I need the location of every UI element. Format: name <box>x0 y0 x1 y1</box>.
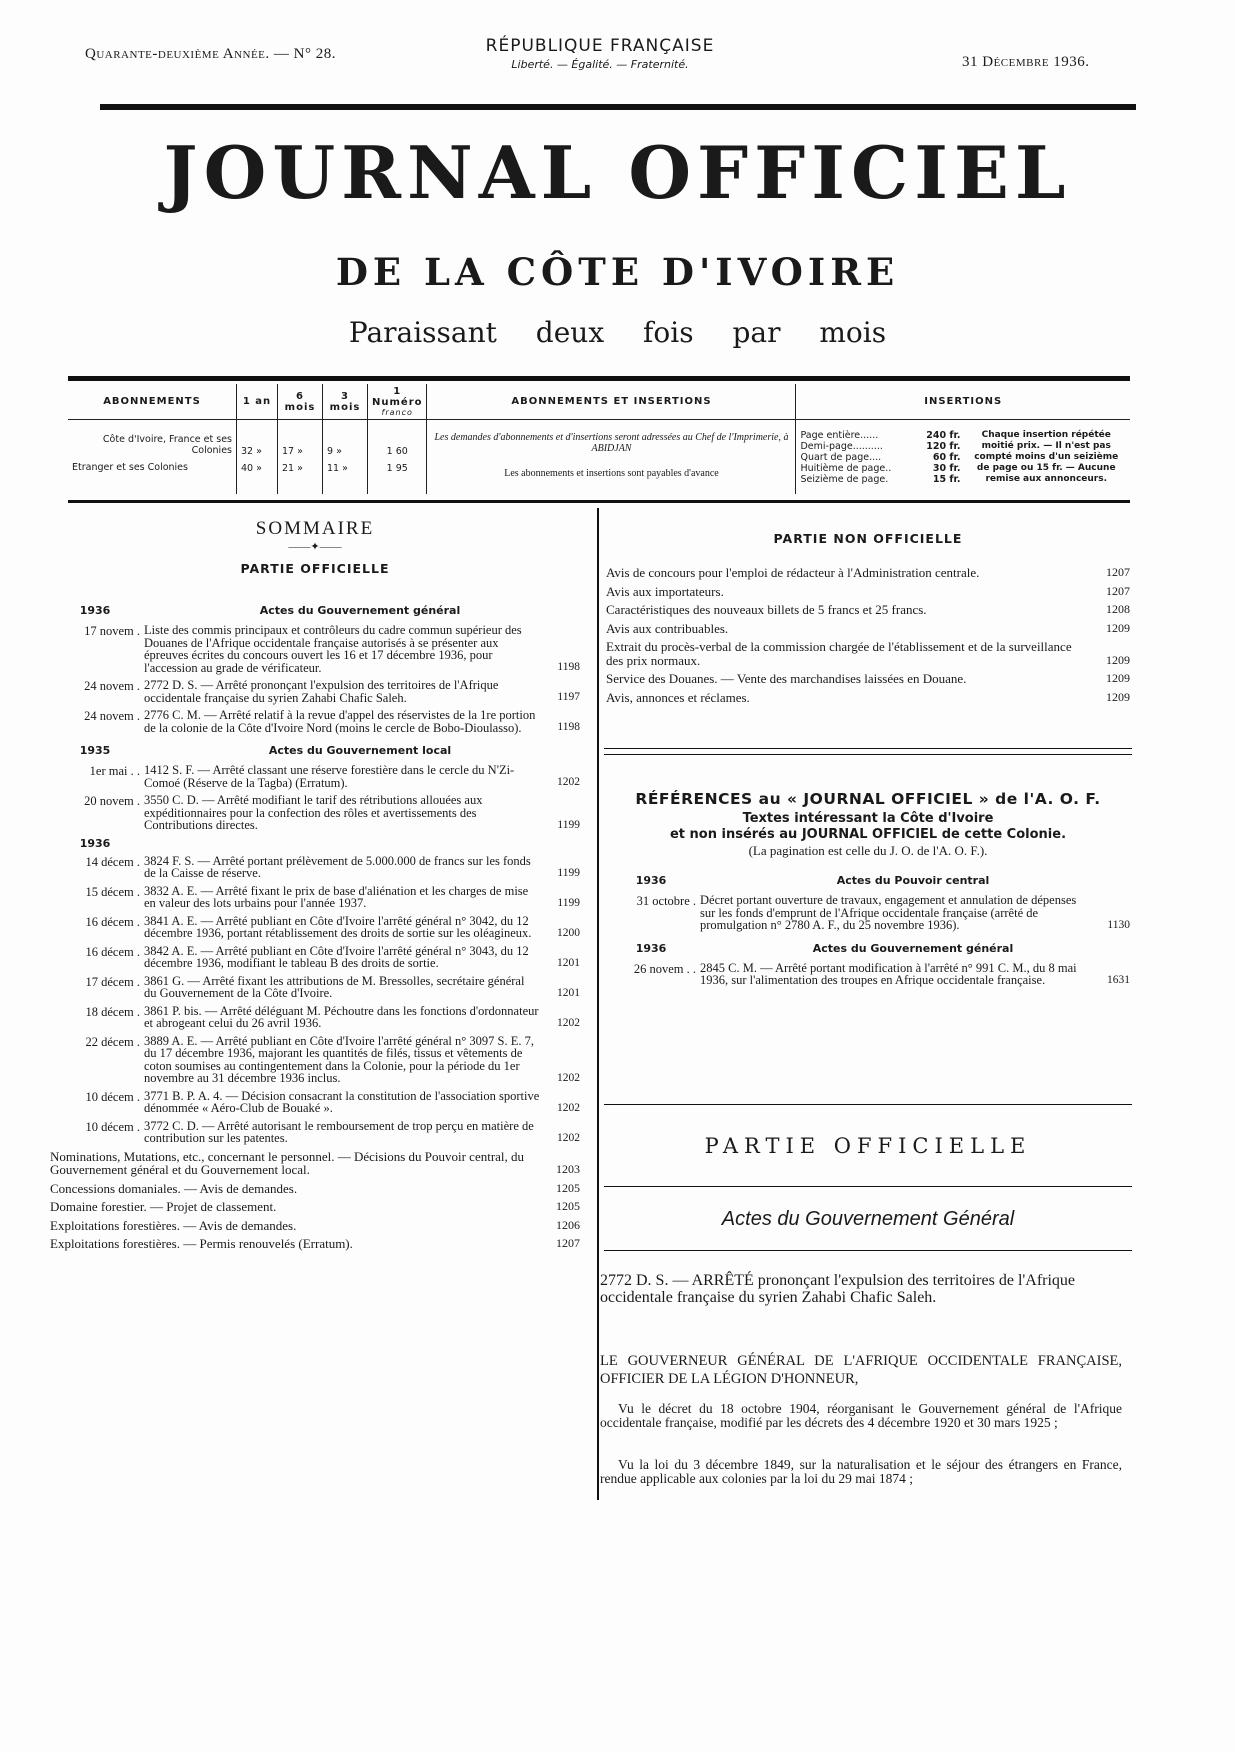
insertion-note: Chaque insertion répétée moitié prix. — Il n'est pas compté moins d'un seizième de page ou 15 fr. — Aucune remise aux annonceurs. <box>974 430 1119 484</box>
section-heading <box>140 837 580 851</box>
entry-text: 3841 A. E. — Arrêté publiant en Côte d'Ivoire l'arrêté général n° 3042, du 12 décembre 1936, portant rétablissement des droits de sortie sur les oléagineux. <box>144 913 532 940</box>
item-page: 1208 <box>1106 602 1130 616</box>
entry-page: 1202 <box>557 1071 580 1084</box>
governor-heading: LE GOUVERNEUR GÉNÉRAL DE L'AFRIQUE OCCIDENTALE FRANÇAISE, OFFICIER DE LA LÉGION D'HONNEUR, <box>600 1353 1122 1387</box>
item-text: Service des Douanes. — Vente des marchandises laissées en Douane. <box>606 671 967 686</box>
entry-text: 3861 P. bis. — Arrêté déléguant M. Péchoutre dans les fonctions d'ordonnateur et abrogeant celui du 26 avril 1936. <box>144 1003 539 1030</box>
item-page: 1203 <box>556 1162 580 1176</box>
entry-date: 20 novem . <box>84 794 140 808</box>
section-header <box>50 604 580 618</box>
entry-text: 3889 A. E. — Arrêté publiant en Côte d'Ivoire l'arrêté général n° 3097 S. E. 7, du 17 décembre 1936, majorant les quantités de filés, tissus et vêtements de coton soumises au contingentement dans la Colonie, pour la période du 1er novembre au 31 décembre 1936 inclus. <box>144 1033 534 1085</box>
section-heading: Actes du Gouvernement local <box>268 744 452 757</box>
entry-date: 22 décem . <box>85 1034 140 1049</box>
item-text: Extrait du procès-verbal de la commission chargée de l'établissement et de la surveillance des prix normaux. <box>606 639 1072 668</box>
entry-page: 1202 <box>557 1101 580 1114</box>
entry-text: 2772 D. S. — Arrêté prononçant l'expulsion des territoires de l'Afrique occidentale française du syrien Zahabi Chafic Saleh. <box>144 678 499 705</box>
entry-text: Liste des commis principaux et contrôleurs du cadre commun supérieur des Douanes de l'Afrique occidentale française autorisés à se présenter aux épreuves écrites du concours ouvert les 16 et 17 décembre 1936, pour l'accession au grade de vérificateur. <box>144 623 522 675</box>
list-item <box>606 566 1130 580</box>
insertion-prices <box>800 430 960 485</box>
list-item <box>50 1237 580 1251</box>
item-text: Avis de concours pour l'emploi de rédacteur à l'Administration centrale. <box>606 565 980 580</box>
entry-date: 16 décem . <box>85 914 140 929</box>
entry-text: 3832 A. E. — Arrêté fixant le prix de base d'aliénation et les charges de mise en valeur des lots urbains pour l'année 1937. <box>144 883 529 910</box>
item-text: Avis aux importateurs. <box>606 583 724 599</box>
entry-date: 14 décem . <box>85 854 140 869</box>
header-numero-label: 1 Numéro <box>372 386 423 408</box>
sommaire-column <box>50 518 580 1256</box>
header-6mois: 6 mois <box>278 384 323 420</box>
list-item <box>606 585 1130 599</box>
list-item <box>606 691 1130 705</box>
header-numero <box>368 384 427 420</box>
row2-1an: 40 » <box>241 463 262 474</box>
item-text: Concessions domaniales. — Avis de demandes. <box>50 1180 298 1196</box>
header-abonnements: ABONNEMENTS <box>68 384 237 420</box>
references-title: RÉFÉRENCES au « JOURNAL OFFICIEL » de l'A. O. F. <box>635 790 1101 808</box>
section-header <box>606 942 1130 956</box>
row2-label: Etranger et ses Colonies <box>72 462 188 473</box>
ins-label: Page entière...... <box>800 430 879 441</box>
entry-page: 1200 <box>557 926 580 939</box>
journal-subtitle: DE LA CÔTE D'IVOIRE <box>335 250 900 294</box>
masthead-top-rule <box>100 104 1136 110</box>
row1-label: Côte d'Ivoire, France et ses Colonies <box>102 434 232 456</box>
header-1an: 1 an <box>237 384 278 420</box>
sommaire-entry <box>50 1035 580 1085</box>
entry-text: 3772 C. D. — Arrêté autorisant le remboursement de trop perçu en matière de contribution sur les patentes. <box>144 1118 534 1145</box>
entry-page: 1202 <box>557 776 580 788</box>
item-page: 1209 <box>1106 671 1130 685</box>
republic-title: RÉPUBLIQUE FRANÇAISE <box>485 36 715 56</box>
entry-text: 2776 C. M. — Arrêté relatif à la revue d'appel des réservistes de la 1re portion de la colonie de la Côte d'Ivoire Nord (moins le cercle de Bobo-Dioulasso). <box>144 708 536 735</box>
item-text: Nominations, Mutations, etc., concernant le personnel. — Décisions du Pouvoir central, du Gouvernement général et du Gouvernement local. <box>50 1148 525 1177</box>
decree-title-text: 2772 D. S. — ARRÊTÉ prononçant l'expulsion des territoires de l'Afrique occidentale française du syrien Zahabi Chafic Saleh. <box>600 1272 1076 1306</box>
entry-page: 1201 <box>557 956 580 969</box>
entry-text: Décret portant ouverture de travaux, engagement et annulation de dépenses sur les fonds d'emprunt de l'Afrique occidentale française (arrêté de promulgation n° 2780 A. F., du 25 novembre 1936). <box>700 893 1077 932</box>
entry-page: 1202 <box>557 1131 580 1144</box>
row2-numero: 1 95 <box>386 463 408 474</box>
decree-vu1: Vu le décret du 18 octobre 1904, réorganisant le Gouvernement général de l'Afrique occidentale française, modifié par les décrets des 4 décembre 1920 et 30 mars 1925 ; <box>600 1401 1122 1430</box>
divider <box>604 754 1132 755</box>
entry-page: 1199 <box>557 818 580 831</box>
item-text: Exploitations forestières. — Avis de demandes. <box>50 1217 297 1233</box>
item-page: 1207 <box>556 1236 580 1250</box>
entry-date: 1er mai . . <box>89 764 140 778</box>
ins-price: 60 fr. <box>932 452 961 463</box>
item-page: 1209 <box>1106 689 1130 704</box>
ins-row <box>800 430 960 441</box>
sommaire-entry <box>606 894 1130 932</box>
references-block <box>606 792 1130 992</box>
divider <box>604 1250 1132 1251</box>
sommaire-entry <box>50 624 580 674</box>
item-text: Caractéristiques des nouveaux billets de 5 francs et 25 francs. <box>606 602 927 617</box>
ab-ins-address: Les demandes d'abonnements et d'insertions seront adressées au Chef de l'Imprimerie, à ABIDJAN <box>434 432 789 454</box>
decree-title <box>600 1272 1122 1306</box>
entry-text: 2845 C. M. — Arrêté portant modification à l'arrêté n° 991 C. M., du 8 mai 1936, sur l'alimentation des troupes en Afrique occidentale française. <box>700 960 1077 987</box>
subscription-table <box>68 384 1130 494</box>
entry-text: 3824 F. S. — Arrêté portant prélèvement de 5.000.000 de francs sur les fonds de la Caisse de réserve. <box>144 853 531 880</box>
divider <box>604 748 1132 749</box>
list-item <box>50 1200 580 1214</box>
entry-page: 1631 <box>1107 973 1130 986</box>
ins-price: 120 fr. <box>926 441 961 452</box>
section-heading: Actes du Pouvoir central <box>836 874 990 887</box>
sommaire-entry <box>50 975 580 1000</box>
frequency: Paraissant deux fois par mois <box>348 316 887 349</box>
republic-block <box>440 36 760 71</box>
table-top-rule <box>68 376 1130 381</box>
entry-date: 24 novem . <box>84 709 140 723</box>
entry-date: 18 décem . <box>85 1004 140 1019</box>
row2-3mois: 11 » <box>327 463 348 474</box>
sommaire-entry <box>50 1120 580 1145</box>
entry-page: 1202 <box>557 1016 580 1029</box>
table-bottom-rule <box>68 500 1130 503</box>
section-year: 1935 <box>79 744 111 757</box>
section-header <box>606 874 1130 888</box>
sommaire-title: SOMMAIRE <box>255 518 375 539</box>
item-page: 1209 <box>1106 620 1130 635</box>
entry-date: 31 octobre . <box>636 894 696 908</box>
sommaire-entry <box>50 709 580 734</box>
republic-motto: Liberté. — Égalité. — Fraternité. <box>511 58 689 71</box>
ins-price: 30 fr. <box>932 463 961 474</box>
entry-text: 3861 G. — Arrêté fixant les attributions de M. Bressolles, secrétaire général du Gouvernement de la Côte d'Ivoire. <box>144 973 525 1000</box>
row1-1an: 32 » <box>241 446 262 457</box>
section-year: 1936 <box>79 604 111 617</box>
entry-date: 24 novem . <box>84 679 140 693</box>
sommaire-entry <box>50 885 580 910</box>
item-text: Avis, annonces et réclames. <box>606 689 750 705</box>
sommaire-entry <box>50 945 580 970</box>
item-page: 1207 <box>1106 583 1130 598</box>
sommaire-entry <box>606 962 1130 987</box>
item-page: 1206 <box>556 1217 580 1232</box>
item-page: 1205 <box>556 1199 580 1213</box>
sommaire-entry <box>50 915 580 940</box>
ins-label: Quart de page.... <box>800 452 882 463</box>
sommaire-entry <box>50 764 580 789</box>
ins-row <box>800 474 960 485</box>
list-item <box>606 672 1130 686</box>
entry-text: 3550 C. D. — Arrêté modifiant le tarif des rétributions allouées aux expéditionnaires pour la confection des rôles et avertissements des Contributions directes. <box>144 793 483 832</box>
entry-text: 3771 B. P. A. 4. — Décision consacrant la constitution de l'association sportive dénommée « Aéro-Club de Bouaké ». <box>144 1088 540 1115</box>
ins-row <box>800 441 960 452</box>
ins-label: Seizième de page. <box>800 474 889 485</box>
section-header <box>50 744 580 758</box>
entry-date: 10 décem . <box>85 1089 140 1104</box>
item-text: Exploitations forestières. — Permis renouvelés (Erratum). <box>50 1236 353 1251</box>
issue-date: 31 Décembre 1936. <box>962 54 1090 70</box>
entry-page: 1198 <box>557 721 580 733</box>
right-column <box>606 532 1130 709</box>
section-heading: Actes du Gouvernement général <box>259 604 461 617</box>
references-line3: (La pagination est celle du J. O. de l'A. O. F.). <box>748 843 988 858</box>
section-year: 1936 <box>635 941 667 955</box>
entry-text: 3842 A. E. — Arrêté publiant en Côte d'Ivoire l'arrêté général n° 3043, du 12 décembre 1936, modifiant le tableau B des droits de sortie. <box>144 943 529 970</box>
item-page: 1205 <box>556 1180 580 1195</box>
item-text: Domaine forestier. — Projet de classement. <box>50 1199 277 1214</box>
sommaire-partie-officielle: PARTIE OFFICIELLE <box>240 561 390 576</box>
header-ab-ins: ABONNEMENTS ET INSERTIONS <box>427 384 796 420</box>
entry-page: 1199 <box>557 866 580 879</box>
list-item <box>50 1150 580 1177</box>
header-numero-sub: franco <box>381 408 413 417</box>
entry-date: 16 décem . <box>85 944 140 959</box>
decree-vu2: Vu la loi du 3 décembre 1849, sur la naturalisation et le séjour des étrangers en France, rendue applicable aux colonies par la loi du 29 mai 1874 ; <box>600 1457 1122 1486</box>
ins-price: 240 fr. <box>926 430 961 441</box>
sommaire-entry <box>50 794 580 832</box>
row1-6mois: 17 » <box>282 446 303 457</box>
section-heading: Actes du Gouvernement général <box>812 941 1014 955</box>
entry-date: 17 décem . <box>85 974 140 989</box>
column-divider <box>597 508 599 1500</box>
ins-label: Huitième de page.. <box>800 463 892 474</box>
row1-numero: 1 60 <box>386 446 408 457</box>
divider <box>604 1186 1132 1187</box>
section-header <box>50 837 580 851</box>
entry-page: 1199 <box>557 896 580 909</box>
list-item <box>50 1219 580 1233</box>
entry-date: 10 décem . <box>85 1119 140 1134</box>
non-officielle-title: PARTIE NON OFFICIELLE <box>773 531 963 546</box>
partie-officielle-title: PARTIE OFFICIELLE <box>704 1134 1032 1158</box>
row1-3mois: 9 » <box>327 446 342 457</box>
list-item <box>606 640 1130 667</box>
sommaire-entry <box>50 855 580 880</box>
header-3mois: 3 mois <box>323 384 368 420</box>
item-page: 1209 <box>1106 652 1130 667</box>
ab-ins-payment: Les abonnements et insertions sont payables d'avance <box>504 468 719 479</box>
entry-page: 1197 <box>557 691 580 703</box>
ins-row <box>800 452 960 463</box>
divider <box>604 1104 1132 1105</box>
entry-date: 15 décem . <box>85 884 140 899</box>
issue-number: Quarante-deuxième Année. — N° 28. <box>85 46 336 62</box>
sommaire-entry <box>50 1005 580 1030</box>
header-insertions: INSERTIONS <box>796 384 1130 420</box>
list-item <box>606 603 1130 617</box>
section-year: 1936 <box>635 874 667 887</box>
entry-page: 1201 <box>557 986 580 999</box>
actes-subtitle: Actes du Gouvernement Général <box>721 1208 1015 1230</box>
ornament-icon: ——✦—— <box>288 541 342 553</box>
ins-price: 15 fr. <box>932 474 961 485</box>
journal-title: JOURNAL OFFICIEL <box>163 130 1072 215</box>
ins-label: Demi-page.......... <box>800 441 883 452</box>
entry-date: 17 novem . <box>84 624 140 638</box>
references-line2: et non insérés au JOURNAL OFFICIEL de cette Colonie. <box>669 827 1067 842</box>
entry-page: 1130 <box>1107 918 1130 931</box>
list-item <box>606 622 1130 636</box>
sommaire-entry <box>50 679 580 704</box>
ins-row <box>800 463 960 474</box>
entry-date: 26 novem . . <box>633 961 696 976</box>
references-line1: Textes intéressant la Côte d'Ivoire <box>742 811 994 826</box>
section-year: 1936 <box>79 836 111 850</box>
entry-page: 1198 <box>557 661 580 673</box>
entry-text: 1412 S. F. — Arrêté classant une réserve forestière dans le cercle du N'Zi-Comoé (Réserve de la Tagba) (Erratum). <box>144 763 515 790</box>
sommaire-entry <box>50 1090 580 1115</box>
row2-6mois: 21 » <box>282 463 303 474</box>
item-text: Avis aux contribuables. <box>606 620 729 636</box>
item-page: 1207 <box>1106 565 1130 579</box>
list-item <box>50 1182 580 1196</box>
